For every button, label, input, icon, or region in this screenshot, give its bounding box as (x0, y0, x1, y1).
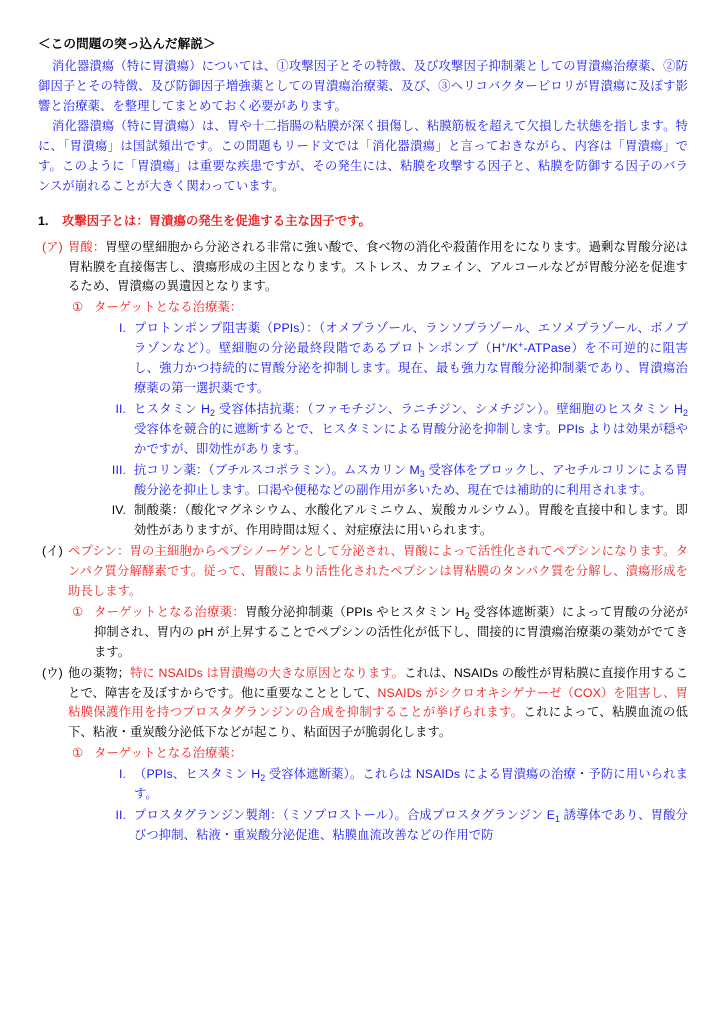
list-item-a-1-ii (38, 400, 688, 460)
intro-paragraph-2 (38, 117, 688, 197)
section-1-heading (38, 212, 688, 232)
list-label-a: 胃酸： (68, 239, 106, 254)
list-body-c-1-ii: プロスタグランジン製剤：（ミソプロストール）。合成プロスタグランジン $E_1$ 誘導体であり、胃酸分びつ抑制、粘液・重炭酸分泌促進、粘膜血流改善などの作用で防 (134, 808, 688, 842)
list-body-c (68, 664, 688, 744)
list-marker-a-1: ① (72, 300, 84, 315)
list-item-c-1-i (38, 765, 688, 805)
list-marker-c: (ウ) (42, 665, 63, 680)
list-marker-c-1-i: I. (118, 767, 126, 782)
list-body-a-1-iv: 制酸薬：（酸化マグネシウム、水酸化アルミニウム、炭酸カルシウム）。胃酸を直接中和します。即効性がありますが、作用時間は短く、対症療法に用いられます。 (134, 503, 688, 538)
list-marker-b-1: ① (72, 604, 84, 619)
list-marker-b: (イ) (42, 544, 63, 559)
list-text-c: これは、NSAIDs の酸性が胃粘膜に直接作用することで、障害を及ぼすからです。他に重要なこととして、NSAIDs がシクロオキシゲナーゼ（COX）を阻害し、胃粘膜保護作用を持つプロスタグランジンの合成を抑制することが挙げられます。これによって、粘膜血流の低下、粘液・重炭酸分泌低下などが起こり、粘面因子が脆弱化します。 (68, 665, 688, 740)
list-marker-a-1-ii: II. (115, 401, 126, 416)
list-item-a-1 (38, 298, 688, 318)
list-body-a-1-iii: 抗コリン薬：（ブチルスコポラミン）。ムスカリン $M_3$ 受容体をブロックし、アセチルコリンによる胃酸分泌を抑止します。口渇や便秘などの副作用が多いため、現在では補助的に利用されます。 (134, 462, 688, 497)
list-item-b-1 (38, 603, 688, 663)
list-body-c-1-i: （PPIs、ヒスタミン $H_2$ 受容体遮断薬）。これらは NSAIDs による胃潰瘍の治療・予防に用いられます。 (134, 767, 688, 802)
list-item-a-1-iv (38, 501, 688, 541)
list-marker-a-1-i: I. (118, 321, 126, 336)
list-marker-a-1-iii: III. (111, 462, 126, 477)
list-item-c (38, 664, 688, 744)
spacer (38, 232, 688, 237)
list-text-b: 胃の主細胞からペプシノーゲンとして分泌され、胃酸によって活性化されてペプシンになります。タンパク質分解酵素です。従って、胃酸により活性化されたペプシンは胃粘膜のタンパク質を分解し、潰瘍形成を助長します。 (68, 544, 689, 599)
spacer (38, 197, 688, 210)
document-heading: ＜この問題の突っ込んだ解説＞ (38, 37, 216, 51)
list-body-a-1: ターゲットとなる治療薬： (94, 300, 243, 315)
list-item-a (38, 238, 688, 298)
list-body-a-1-i: プロトンポンプ阻害薬（PPIs）：（オメプラゾール、ランソプラゾール、エソメプラゾール、ボノプラゾンなど）。壁細胞の分泌最終段階であるプロトンポンプ（H+/K+-ATPase）を不可逆的に阻害し、強力かつ持続的に胃酸分泌を抑制します。現在、最も強力な胃酸分泌抑制薬であり、胃潰瘍治療薬の第一選択薬です。 (134, 321, 688, 395)
list-marker-a: (ア) (42, 239, 63, 254)
list-marker-c-1-ii: II. (115, 808, 126, 823)
section-1-title: 攻撃因子とは：胃潰瘍の発生を促進する主な因子です。 (62, 213, 371, 228)
section-1-number: 1. (38, 213, 49, 228)
list-label-b: ペプシン： (68, 544, 130, 559)
list-label-b-1: ターゲットとなる治療薬： (94, 604, 246, 619)
list-body-a (68, 238, 688, 298)
intro-paragraph-1: 消化器潰瘍（特に胃潰瘍）については、①攻撃因子とその特徴、及び攻撃因子抑制薬としての胃潰瘍治療薬、②防御因子とその特徴、及び防御因子増強薬としての胃潰瘍治療薬、及び、③ヘリコバクターピロリが胃潰瘍に及ぼす影響と治療薬、を整理してまとめておく必要があります。 (38, 59, 688, 114)
list-body-b-1 (94, 603, 688, 663)
list-body-b (68, 542, 688, 602)
list-marker-c-1: ① (72, 746, 84, 761)
list-item-a-1-i (38, 319, 688, 399)
list-item-c-1 (38, 744, 688, 764)
list-body-c-1: ターゲットとなる治療薬： (94, 746, 243, 761)
list-text-b-1: 胃酸分泌抑制薬（PPIs やヒスタミン $H_2$ 受容体遮断薬）によって胃酸の分泌が抑制され、胃内の pH が上昇することでペプシンの活性化が低下し、間接的に胃潰瘍治療薬の薬効がでてきます。 (94, 604, 689, 659)
list-item-c-1-ii (38, 806, 688, 846)
list-text-a: 胃壁の壁細胞から分泌される非常に強い酸で、食べ物の消化や殺菌作用をになります。過剰な胃酸分泌は胃粘膜を直接傷害し、潰瘍形成の主因となります。ストレス、カフェイン、アルコールなどが胃酸分泌を促進するため、胃潰瘍の異遺因となります。 (68, 239, 688, 294)
list-item-b (38, 542, 688, 602)
list-item-a-1-iii (38, 461, 688, 501)
list-label-c: 他の薬物；特に NSAIDs は胃潰瘍の大きな原因となります。 (68, 665, 405, 680)
list-marker-a-1-iv: IV. (111, 503, 126, 518)
intro-paragraph-2-text: 消化器潰瘍（特に胃潰瘍）は、胃や十二指腸の粘膜が深く損傷し、粘膜筋板を超えて欠損した状態を指します。特に、「胃潰瘍」は国試頻出です。この問題もリード文では「消化器潰瘍」と言っておきながら、内容は「胃潰瘍」です。このように「胃潰瘍」は重要な疾患ですが、その発生には、粘膜を攻撃する因子と、粘膜を防御する因子のバランスが崩れることが大きく関わっています。 (38, 119, 688, 193)
list-body-a-1-ii: ヒスタミン $H_2$ 受容体拮抗薬：（ファモチジン、ラニチジン、シメチジン）。壁細胞のヒスタミン $H_2$ 受容体を競合的に遮断するとで、ヒスタミンによる胃酸分泌を抑制します。PPIs よりは効果が穏やかですが、即効性があります。 (134, 401, 689, 456)
